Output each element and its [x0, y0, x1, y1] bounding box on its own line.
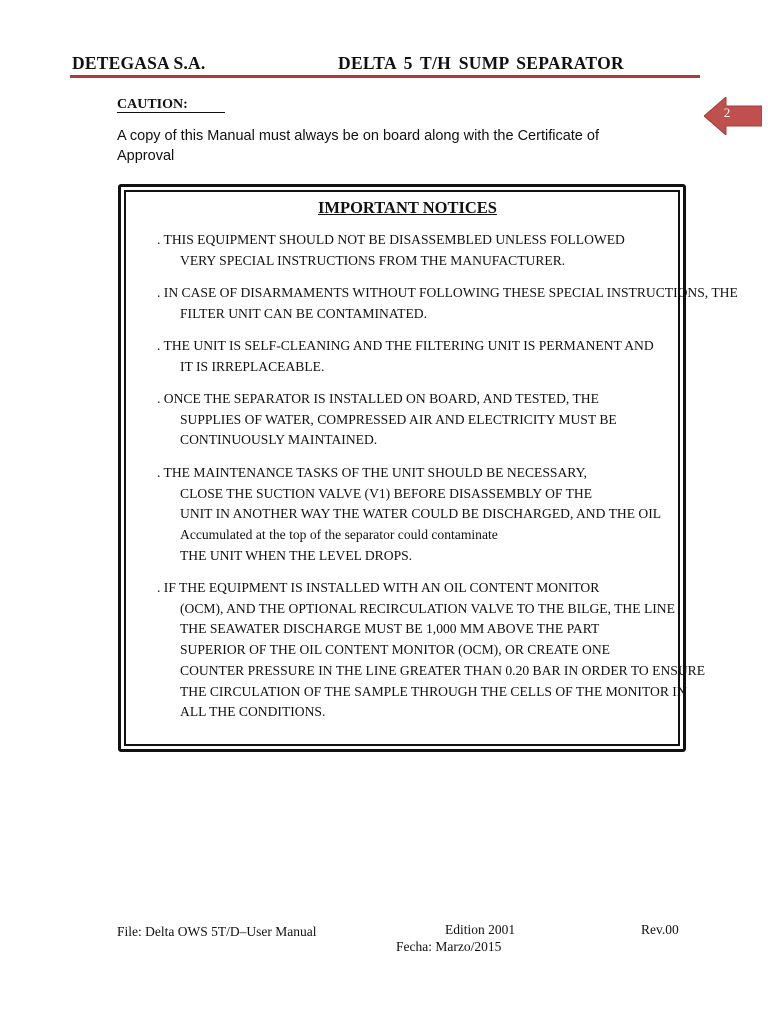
- notice-line: IT IS IRREPLACEABLE.: [180, 358, 325, 374]
- notice-line: THE SEAWATER DISCHARGE MUST BE 1,000 MM ABOVE THE PART: [180, 621, 600, 637]
- page-number: 2: [723, 105, 731, 120]
- notice-item: [157, 283, 767, 324]
- notice-line: SUPERIOR OF THE OIL CONTENT MONITOR (OCM), OR CREATE ONE: [180, 642, 610, 658]
- notice-line: (OCM), AND THE OPTIONAL RECIRCULATION VALVE TO THE BILGE, THE LINE: [180, 600, 675, 616]
- footer-file: File: Delta OWS 5T/D–User Manual: [117, 924, 317, 939]
- notice-line: CLOSE THE SUCTION VALVE (V1) BEFORE DISASSEMBLY OF THE: [180, 485, 593, 501]
- header-company: DETEGASA S.A.: [72, 53, 206, 73]
- header-rule: [70, 75, 700, 78]
- notice-item: [157, 463, 767, 567]
- caution-underline: [117, 112, 225, 113]
- notice-item: [157, 336, 767, 377]
- notice-line: CONTINUOUSLY MAINTAINED.: [180, 432, 378, 448]
- caution-line: A copy of this Manual must always be on board along with the Certificate of: [117, 128, 599, 144]
- caution-line: Approval: [117, 148, 175, 164]
- notice-line: SUPPLIES OF WATER, COMPRESSED AIR AND ELECTRICITY MUST BE: [180, 411, 617, 427]
- footer-edition: Edition 2001: [445, 922, 516, 937]
- notice-item: [157, 230, 767, 271]
- notice-line: . THIS EQUIPMENT SHOULD NOT BE DISASSEMBLED UNLESS FOLLOWED: [157, 232, 625, 247]
- header-title: DELTA 5 T/H SUMP SEPARATOR: [338, 53, 624, 73]
- footer-fecha: Fecha: Marzo/2015: [396, 939, 502, 954]
- notice-line: . THE MAINTENANCE TASKS OF THE UNIT SHOULD BE NECESSARY,: [157, 465, 588, 480]
- notice-line: . ONCE THE SEPARATOR IS INSTALLED ON BOARD, AND TESTED, THE: [157, 391, 599, 406]
- caution-text: [117, 126, 657, 166]
- notices-title: IMPORTANT NOTICES: [318, 198, 497, 217]
- footer-revision: Rev.00: [641, 922, 679, 937]
- notice-line: . THE UNIT IS SELF-CLEANING AND THE FILTERING UNIT IS PERMANENT AND: [157, 338, 654, 353]
- notice-line: Accumulated at the top of the separator could contaminate: [180, 527, 498, 543]
- notice-line: . IF THE EQUIPMENT IS INSTALLED WITH AN OIL CONTENT MONITOR: [157, 580, 600, 595]
- caution-label: CAUTION:: [117, 97, 188, 112]
- notice-line: . IN CASE OF DISARMAMENTS WITHOUT FOLLOWING THESE SPECIAL INSTRUCTIONS, THE: [157, 285, 738, 300]
- notice-line: FILTER UNIT CAN BE CONTAMINATED.: [180, 305, 427, 321]
- notice-line: VERY SPECIAL INSTRUCTIONS FROM THE MANUFACTURER.: [180, 252, 566, 268]
- notice-item: [157, 578, 767, 723]
- notice-line: THE UNIT WHEN THE LEVEL DROPS.: [180, 547, 413, 563]
- notice-line: COUNTER PRESSURE IN THE LINE GREATER THAN 0.20 BAR IN ORDER TO ENSURE: [180, 662, 706, 678]
- notice-line: UNIT IN ANOTHER WAY THE WATER COULD BE DISCHARGED, AND THE OIL: [180, 506, 662, 522]
- notice-item: [157, 389, 767, 451]
- notice-line: THE CIRCULATION OF THE SAMPLE THROUGH THE CELLS OF THE MONITOR IN: [180, 683, 687, 699]
- notice-line: ALL THE CONDITIONS.: [180, 704, 326, 720]
